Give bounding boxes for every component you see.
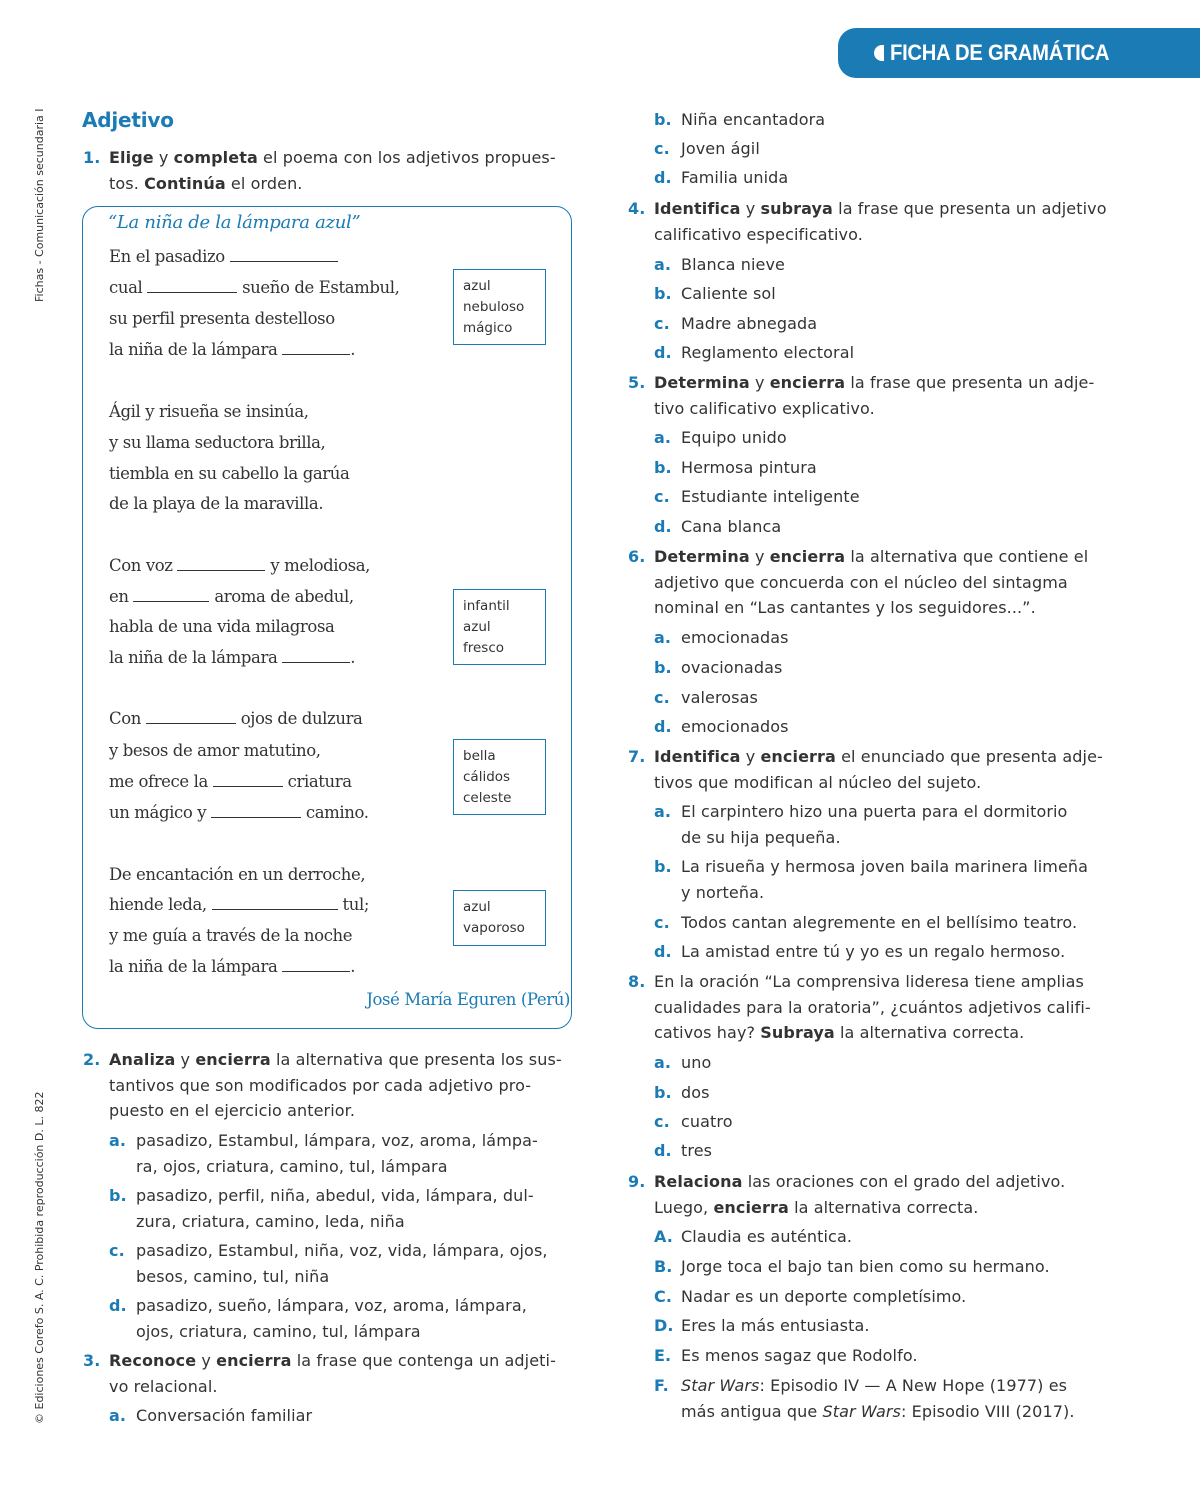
fill-blank[interactable] [133,588,209,602]
option-c[interactable]: c. Madre abnegada [654,314,818,333]
option-c[interactable]: c. Todos cantan alegremente en el bellísimo teatro. [654,913,1078,932]
margin-series-label: Fichas - Comunicación secundaria I [33,108,46,302]
question-number: 9. [628,1172,646,1191]
question-line: En la oración “La comprensiva lideresa tiene amplias [654,972,1084,991]
option-d[interactable]: d. Reglamento electoral [654,343,855,362]
half-circle-icon [874,45,884,61]
adjective-box: azul vaporoso [453,890,546,946]
question-number: 2. [83,1050,101,1069]
option-b[interactable]: b. dos [654,1083,710,1102]
question-number: 3. [83,1351,101,1370]
option-B[interactable]: B. Jorge toca el bajo tan bien como su hermano. [654,1257,1050,1276]
question-line: Elige y completa el poema con los adjetivos propues- [109,148,556,167]
option-a[interactable]: a. Equipo unido [654,428,787,447]
question-line: Determina y encierra la frase que presenta un adje- [654,373,1095,392]
question-number: 7. [628,747,646,766]
option-c[interactable]: c. cuatro [654,1112,733,1131]
adjective-box: bella cálidos celeste [453,739,546,815]
question-number: 5. [628,373,646,392]
question-line: tivo calificativo explicativo. [654,398,875,418]
adjective-box: infantil azul fresco [453,589,546,665]
poem-line: Con voz y melodiosa, [109,556,371,575]
question-line: Reconoce y encierra la frase que contenga un adjeti- [109,1351,556,1370]
option-a[interactable]: a. pasadizo, Estambul, lámpara, voz, aroma, lámpa- ra, ojos, criatura, camino, tul, lámpara [109,1131,538,1176]
poem-line: Con ojos de dulzura [109,709,363,728]
option-d[interactable]: d. tres [654,1141,713,1160]
option-a[interactable]: a. uno [654,1053,712,1072]
poem-line: la niña de la lámpara . [109,648,356,667]
option-C[interactable]: C. Nadar es un deporte completísimo. [654,1287,967,1306]
question-line: Luego, encierra la alternativa correcta. [654,1197,979,1217]
question-line: tos. Continúa el orden. [109,173,303,193]
fill-blank[interactable] [213,773,283,787]
question-line: Determina y encierra la alternativa que contiene el [654,547,1089,566]
question-line: Identifica y encierra el enunciado que presenta adje- [654,747,1103,766]
fill-blank[interactable] [211,804,301,818]
option-E[interactable]: E. Es menos sagaz que Rodolfo. [654,1346,918,1365]
option-d[interactable]: d. Familia unida [654,168,789,187]
question-line: tantivos que son modificados por cada adjetivo pro- [109,1075,532,1095]
option-b[interactable]: b. Hermosa pintura [654,458,817,477]
fill-blank[interactable] [212,896,338,910]
poem-title: “La niña de la lámpara azul” [108,212,361,233]
fill-blank[interactable] [177,557,265,571]
question-3 [83,1348,574,1399]
option-d[interactable]: d. Cana blanca [654,517,782,536]
poem-line: hiende leda, tul; [109,895,369,914]
fill-blank[interactable] [146,710,236,724]
question-number: 8. [628,972,646,991]
option-c[interactable]: c. valerosas [654,688,758,707]
question-7 [628,744,1120,795]
poem-line: me ofrece la criatura [109,772,352,791]
question-line: Analiza y encierra la alternativa que presenta los sus- [109,1050,562,1069]
fill-blank[interactable] [230,248,338,262]
question-line: cualidades para la oratoria”, ¿cuántos adjetivos califi- [654,997,1091,1017]
question-line: nominal en “Las cantantes y los seguidores...”. [654,598,1036,617]
fill-blank[interactable] [282,958,350,972]
option-d[interactable]: d. La amistad entre tú y yo es un regalo hermoso. [654,942,1066,961]
poem-line: y su llama seductora brilla, [109,433,326,452]
question-5 [628,370,1120,421]
option-d[interactable]: d. pasadizo, sueño, lámpara, voz, aroma, lámpara, ojos, criatura, camino, tul, lámpara [109,1296,527,1341]
section-title: Adjetivo [82,108,174,132]
question-number: 1. [83,148,101,167]
option-b[interactable]: b. Niña encantadora [654,110,826,129]
option-a[interactable]: a. Conversación familiar [109,1406,313,1425]
option-F[interactable]: F. Star Wars: Episodio IV — A New Hope (1977) es más antigua que Star Wars: Episodio VIII (2017). [654,1376,1075,1421]
option-a[interactable]: a. Blanca nieve [654,255,785,274]
poem-line: En el pasadizo [109,247,338,266]
question-number: 6. [628,547,646,566]
question-9 [628,1169,1120,1220]
option-D[interactable]: D. Eres la más entusiasta. [654,1316,870,1335]
option-b[interactable]: b. pasadizo, perfil, niña, abedul, vida, lámpara, dul- zura, criatura, camino, leda, niña [109,1186,534,1231]
poem-line: y besos de amor matutino, [109,741,321,760]
question-4 [628,196,1120,247]
option-c[interactable]: c. Estudiante inteligente [654,487,860,506]
option-c[interactable]: c. pasadizo, Estambul, niña, voz, vida, lámpara, ojos, besos, camino, tul, niña [109,1241,548,1286]
question-line: tivos que modifican al núcleo del sujeto. [654,772,982,792]
poem-line: en aroma de abedul, [109,587,354,606]
poem-line: un mágico y camino. [109,803,369,822]
poem-line: la niña de la lámpara . [109,957,356,976]
option-c[interactable]: c. Joven ágil [654,139,760,158]
question-line: puesto en el ejercicio anterior. [109,1101,356,1120]
option-b[interactable]: b. La risueña y hermosa joven baila marinera limeña y norteña. [654,857,1089,902]
question-line: Identifica y subraya la frase que presenta un adjetivo [654,199,1107,218]
question-line: Relaciona las oraciones con el grado del adjetivo. [654,1172,1066,1191]
poem-line: De encantación en un derroche, [109,865,366,884]
page-header-title: FICHA DE GRAMÁTICA [890,40,1110,65]
question-line: calificativo especificativo. [654,224,863,244]
fill-blank[interactable] [282,341,350,355]
poem-line: tiembla en su cabello la garúa [109,464,350,483]
poem-line: habla de una vida milagrosa [109,617,335,636]
question-8 [628,969,1120,1046]
poem-line: y me guía a través de la noche [109,926,353,945]
option-A[interactable]: A. Claudia es auténtica. [654,1227,853,1246]
fill-blank[interactable] [282,649,350,663]
fill-blank[interactable] [147,279,237,293]
option-a[interactable]: a. emocionadas [654,628,789,647]
margin-copyright: © Ediciones Corefo S. A. C. Prohibida reproducción D. L. 822 [33,1091,46,1424]
question-line: adjetivo que concuerda con el núcleo del sintagma [654,572,1068,592]
question-line: cativos hay? Subraya la alternativa correcta. [654,1023,1025,1042]
poem-line: de la playa de la maravilla. [109,494,324,513]
poem-line: Ágil y risueña se insinúa, [109,402,309,421]
question-2 [83,1047,574,1124]
option-b[interactable]: b. Caliente sol [654,284,776,303]
option-a[interactable]: a. El carpintero hizo una puerta para el dormitorio de su hija pequeña. [654,802,1068,847]
question-number: 4. [628,199,646,218]
adjective-box: azul nebuloso mágico [453,269,546,345]
poem-author: José María Eguren (Perú) [366,990,570,1009]
question-1 [83,145,574,196]
option-d[interactable]: d. emocionados [654,717,789,736]
header-tab [838,28,1200,78]
poem-line: cual sueño de Estambul, [109,278,400,297]
option-b[interactable]: b. ovacionadas [654,658,783,677]
question-6 [628,544,1120,621]
poem-line: su perfil presenta destelloso [109,309,335,328]
poem-line: la niña de la lámpara . [109,340,356,359]
question-line: vo relacional. [109,1376,218,1396]
